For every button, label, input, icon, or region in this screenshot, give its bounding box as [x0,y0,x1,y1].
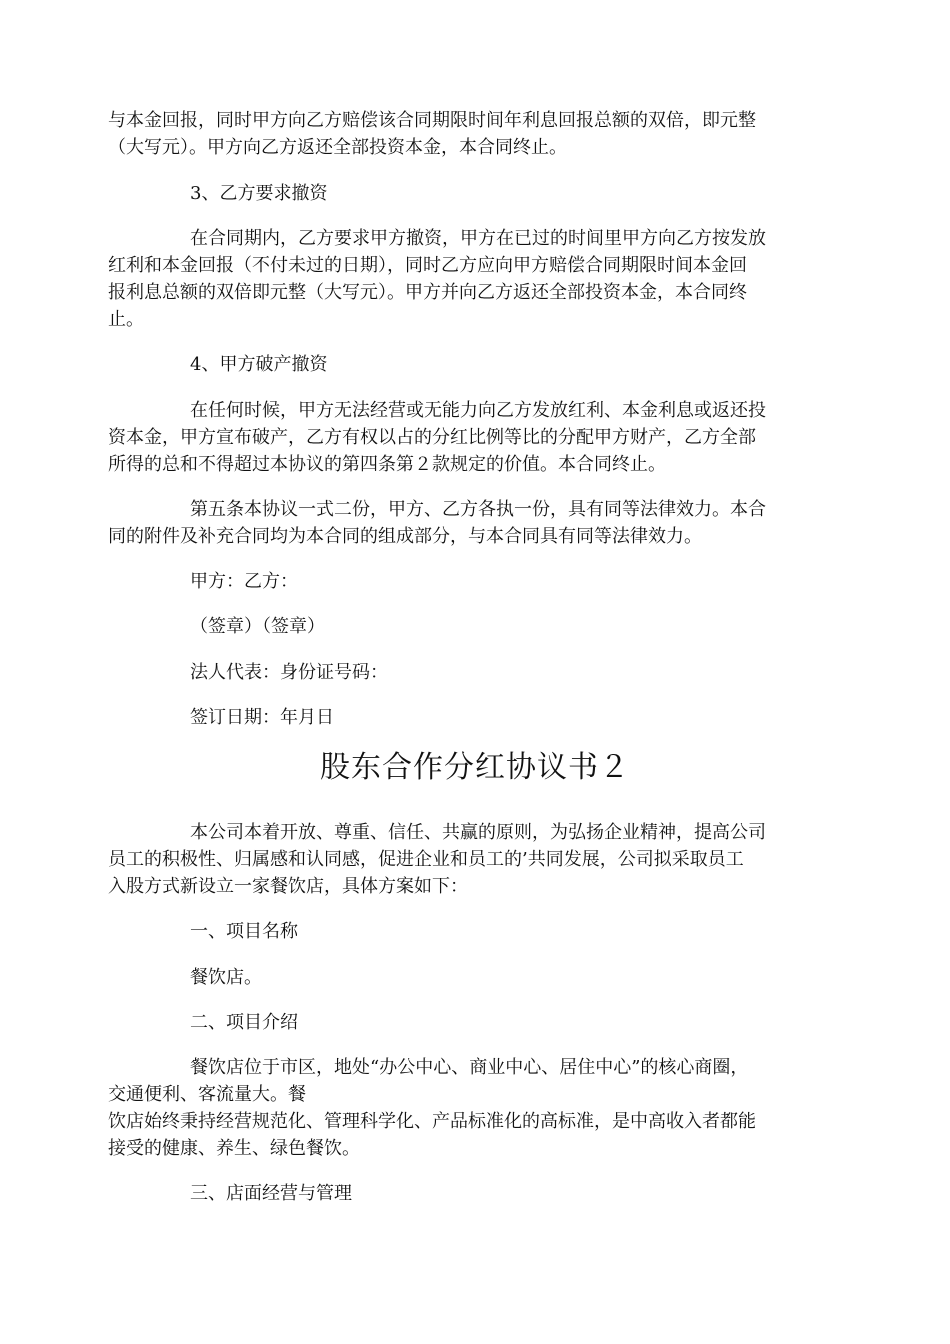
signature-seal: （签章）（签章） [190,616,325,637]
signature-parties: 甲方：乙方： [190,571,298,592]
paragraph-line: 止。 [108,309,144,330]
section-heading: 一、项目名称 [190,921,298,942]
paragraph-line: 饮店始终秉持经营规范化、管理科学化、产品标准化的高标准，是中高收入者都能 [108,1111,756,1132]
section-heading: 三、店面经营与管理 [190,1183,352,1204]
paragraph-line: 入股方式新设立一家餐饮店，具体方案如下： [108,876,468,897]
section-heading: 二、项目介绍 [190,1012,298,1033]
signature-date: 签订日期：年月日 [190,707,334,728]
paragraph-line: 在任何时候，甲方无法经营或无能力向乙方发放红利、本金利息或返还投 [190,400,766,421]
paragraph-line: 接受的健康、养生、绿色餐饮。 [108,1138,360,1159]
paragraph-line: 餐饮店位于市区，地处“办公中心、商业中心、居住中心”的核心商圈， [190,1057,749,1078]
paragraph-line: 员工的积极性、归属感和认同感，促进企业和员工的’共同发展，公司拟采取员工 [108,849,744,870]
paragraph-line: 报利息总额的双倍即元整（大写元）。甲方并向乙方返还全部投资本金，本合同终 [108,282,747,303]
paragraph-line: 第五条本协议一式二份，甲方、乙方各执一份，具有同等法律效力。本合 [190,499,766,520]
paragraph-line: 本公司本着开放、尊重、信任、共赢的原则，为弘扬企业精神，提高公司 [190,822,766,843]
section-heading: 4、甲方破产撤资 [190,354,328,375]
paragraph-line: 交通便利、客流量大。餐 [108,1084,306,1105]
paragraph-line: 在合同期内，乙方要求甲方撤资，甲方在已过的时间里甲方向乙方按发放 [190,228,766,249]
paragraph-line: 与本金回报，同时甲方向乙方赔偿该合同期限时间年利息回报总额的双倍，即元整 [108,110,756,131]
paragraph-line: 红利和本金回报（不付未过的日期），同时乙方应向甲方赔偿合同期限时间本金回 [108,255,747,276]
signature-representative: 法人代表：身份证号码： [190,662,388,683]
section-heading: 3、乙方要求撤资 [190,183,328,204]
section-text: 餐饮店。 [190,967,262,988]
document-title: 股东合作分红协议书２ [320,750,630,785]
paragraph-line: 资本金，甲方宣布破产，乙方有权以占的分红比例等比的分配甲方财产，乙方全部 [108,427,756,448]
paragraph-line: 同的附件及补充合同均为本合同的组成部分，与本合同具有同等法律效力。 [108,526,702,547]
paragraph-line: 所得的总和不得超过本协议的第四条第２款规定的价值。本合同终止。 [108,454,666,475]
paragraph-line: （大写元）。甲方向乙方返还全部投资本金，本合同终止。 [108,137,567,158]
